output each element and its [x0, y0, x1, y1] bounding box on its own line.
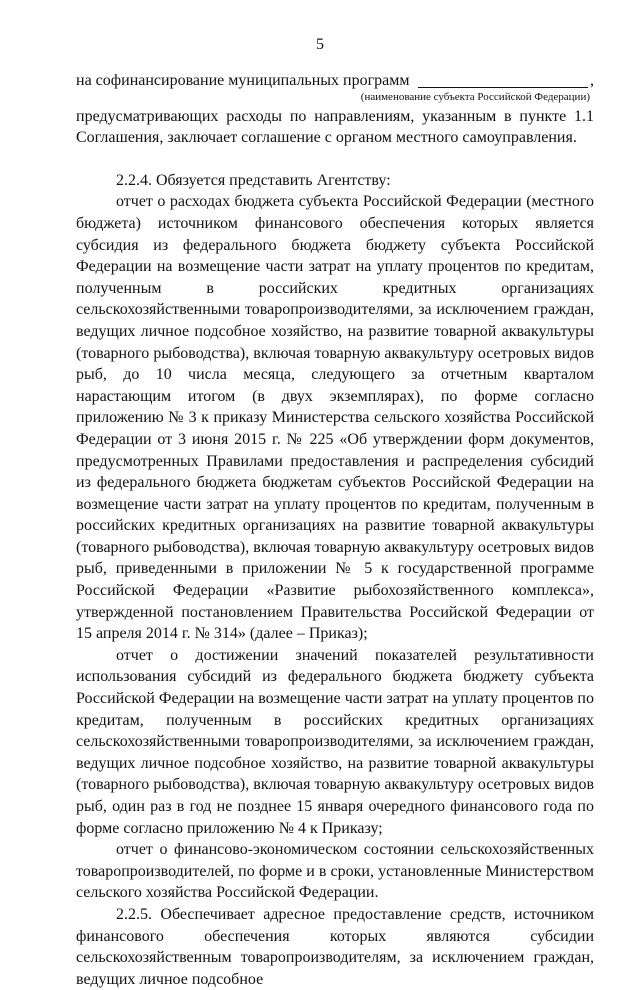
paragraph-2-2-5: 2.2.5. Обеспечивает адресное предоставление средств, источником финансового обеспечения которых являются субсидии сельскохозяйственным товаропроизводителям, за исключением граждан, ведущих личное подсобное [76, 905, 594, 988]
intro-line [76, 70, 594, 92]
document-body [76, 70, 594, 990]
paragraph-report-indicators: отчет о достижении значений показателей результативности использования субсидий из федерального бюджета бюджету субъекта Российской Федерации на возмещение части затрат на уплату процентов по кредитам, полученным в российских кредитных организациях сельскохозяйственными товаропроизводителями, за исключением граждан, ведущих личное подсобное хозяйство, на развитие товарной аквакультуры (товарного рыбоводства), включая товарную аквакультуру осетровых видов рыб, один раз в год не позднее 15 января очередного финансового года по форме согласно приложению № 4 к Приказу; [76, 646, 594, 837]
blank-fill-line [418, 86, 588, 88]
blank-caption: (наименование субъекта Российской Федерации) [360, 90, 590, 103]
section-heading-2-2-4: 2.2.4. Обязуется представить Агентству: [116, 171, 391, 189]
intro-line-suffix: , [590, 72, 594, 89]
paragraph-report-financial-state: отчет о финансово-экономическом состоянии сельскохозяйственных товаропроизводителей, по форме и в сроки, установленные Министерством сельского хозяйства Российской Федерации. [76, 841, 594, 902]
intro-line-text: на софинансирование муниципальных программ [76, 72, 410, 89]
paragraph-report-expenses: отчет о расходах бюджета субъекта Российской Федерации (местного бюджета) источником финансового обеспечения которых является субсидия из федерального бюджета бюджету субъекта Российской Федерации на возмещение части затрат на уплату процентов по кредитам, полученным в российских кредитных организациях сельскохозяйственными товаропроизводителями, за исключением граждан, ведущих личное подсобное хозяйство, на развитие товарной аквакультуры (товарного рыбоводства), включая товарную аквакультуру осетровых видов рыб, до 10 числа месяца, следующего за отчетным кварталом нарастающим итогом (в двух экземплярах), по форме согласно приложению № 3 к приказу Министерства сельского хозяйства Российской Федерации от 3 июня 2015 г. № 225 «Об утверждении форм документов, предусмотренных Правилами предоставления и распределения субсидий из федерального бюджета бюджетам субъектов Российской Федерации на возмещение части затрат на уплату процентов по кредитам, полученным в российских кредитных организациях на развитие товарной аквакультуры (товарного рыбоводства), включая товарную аквакультуру осетровых видов рыб, приведенными в приложении № 5 к государственной программе Российской Федерации «Развитие рыбохозяйственного комплекса», утвержденной постановлением Правительства Российской Федерации от 15 апреля 2014 г. № 314» (далее – Приказ); [76, 193, 594, 643]
page-number: 5 [316, 36, 324, 53]
intro-continuation: предусматривающих расходы по направлениям, указанным в пункте 1.1 Соглашения, заключает соглашение с органом местного самоуправления. [76, 107, 594, 147]
